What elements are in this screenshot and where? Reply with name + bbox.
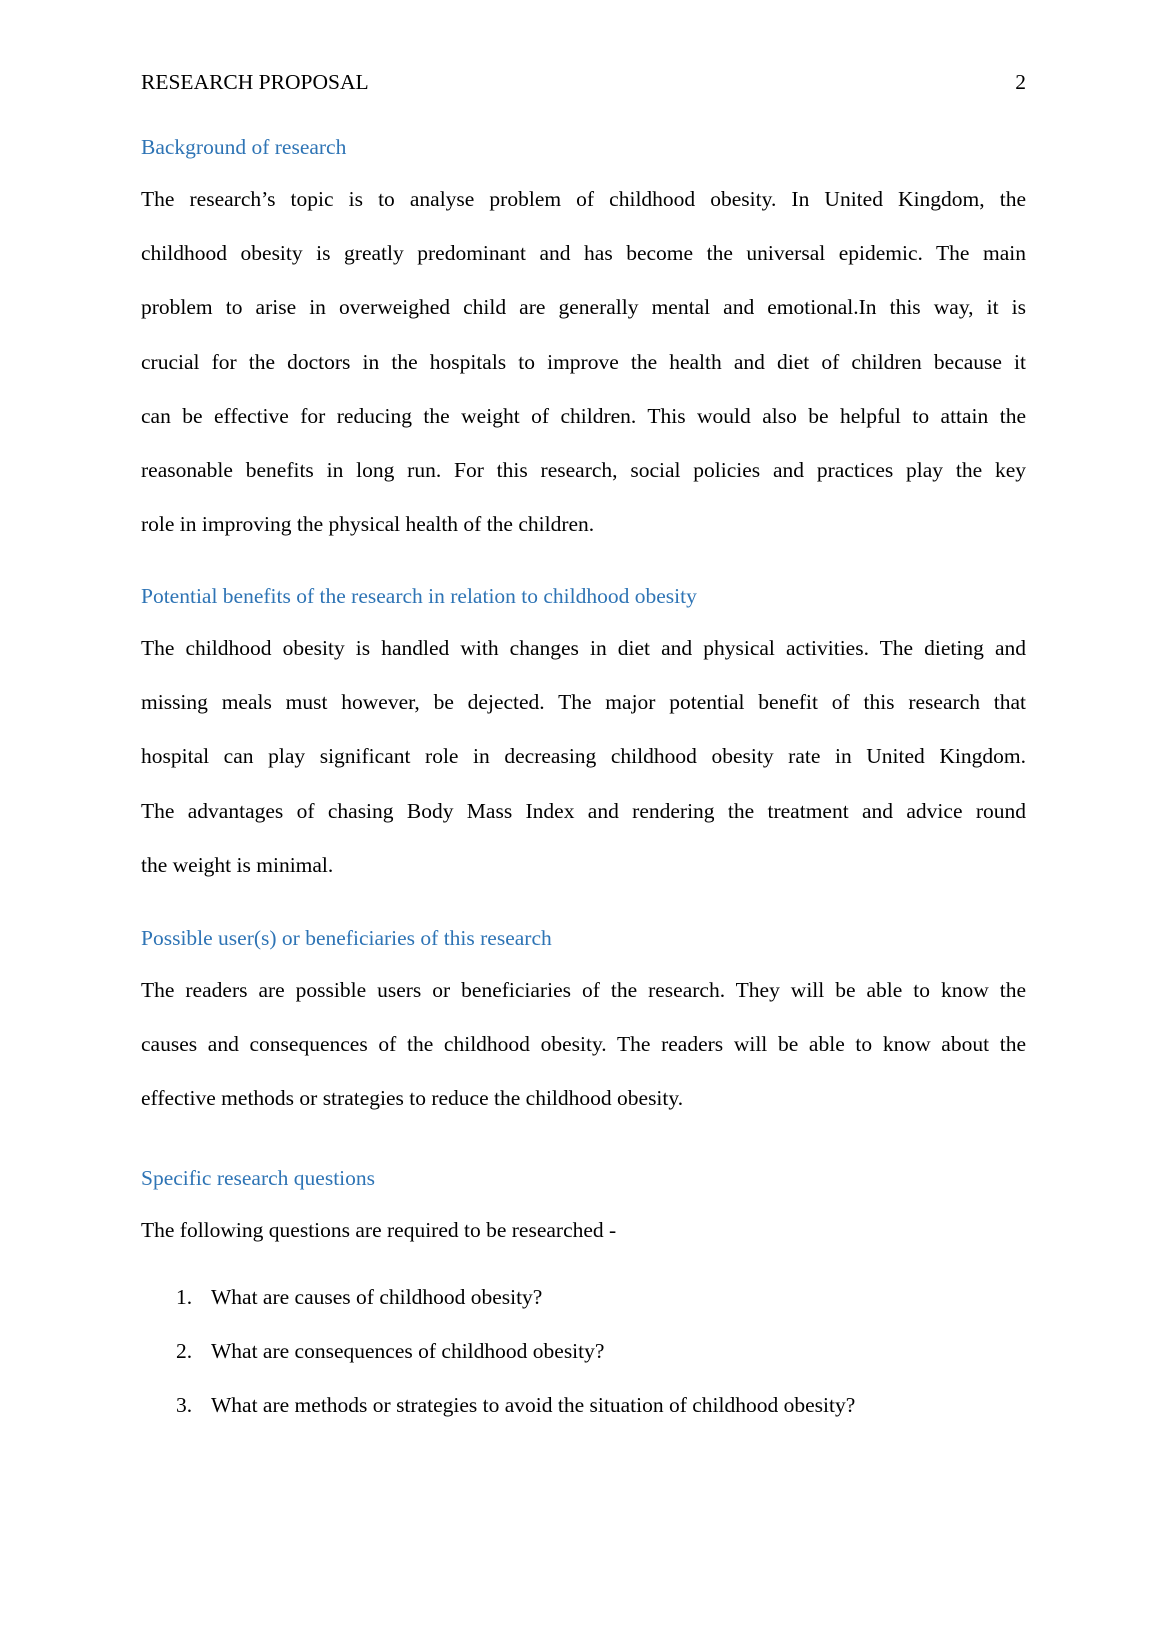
list-item-text: What are consequences of childhood obesity? [211,1339,605,1363]
paragraph-potential-benefits [141,621,1026,892]
page-number: 2 [1015,70,1026,94]
text-line: The following questions are required to be researched - [141,1218,617,1242]
text-line: role in improving the physical health of the children. [141,512,595,537]
paragraph-research-questions-intro [141,1203,1026,1257]
text-line: reasonable benefits in long run. For this research, social policies and practices play the key [141,457,1026,482]
text-line: The research’s topic is to analyse problem of childhood obesity. In United Kingdom, the [141,187,1026,211]
running-title: RESEARCH PROPOSAL [141,70,369,94]
list-item-number: 3. [176,1393,193,1417]
text-line: effective methods or strategies to reduce the childhood obesity. [141,1086,684,1111]
text-line: missing meals must however, be dejected. The major potential benefit of this research that [141,690,1026,715]
text-line: The readers are possible users or beneficiaries of the research. They will be able to know the [141,978,1026,1002]
text-line: can be effective for reducing the weight of children. This would also be helpful to attain the [141,403,1026,428]
list-item [141,1391,1026,1445]
list-item-number: 2. [176,1339,193,1363]
paragraph-beneficiaries [141,963,1026,1126]
text-line: causes and consequences of the childhood obesity. The readers will be able to know about the [141,1032,1026,1057]
section-heading-research-questions: Specific research questions [141,1166,376,1190]
text-line: crucial for the doctors in the hospitals to improve the health and diet of children because it [141,349,1026,374]
page-header [141,68,1026,96]
section-heading-background: Background of research [141,135,347,159]
list-item-number: 1. [176,1285,193,1309]
text-line: The childhood obesity is handled with changes in diet and physical activities. The dieting and [141,636,1026,660]
list-item [141,1337,1026,1391]
list-item [141,1283,1026,1337]
section-heading-potential-benefits: Potential benefits of the research in relation to childhood obesity [141,584,697,608]
text-line: problem to arise in overweighed child are generally mental and emotional.In this way, it is [141,295,1026,320]
text-line: childhood obesity is greatly predominant and has become the universal epidemic. The main [141,241,1026,266]
list-item-text: What are methods or strategies to avoid the situation of childhood obesity? [211,1393,856,1417]
text-line: The advantages of chasing Body Mass Index and rendering the treatment and advice round [141,798,1026,823]
paragraph-background [141,172,1026,551]
text-line: hospital can play significant role in decreasing childhood obesity rate in United Kingdom. [141,744,1026,769]
text-line: the weight is minimal. [141,852,334,877]
research-questions-list [141,1283,1026,1445]
list-item-text: What are causes of childhood obesity? [211,1285,543,1309]
section-heading-beneficiaries: Possible user(s) or beneficiaries of this research [141,926,552,950]
